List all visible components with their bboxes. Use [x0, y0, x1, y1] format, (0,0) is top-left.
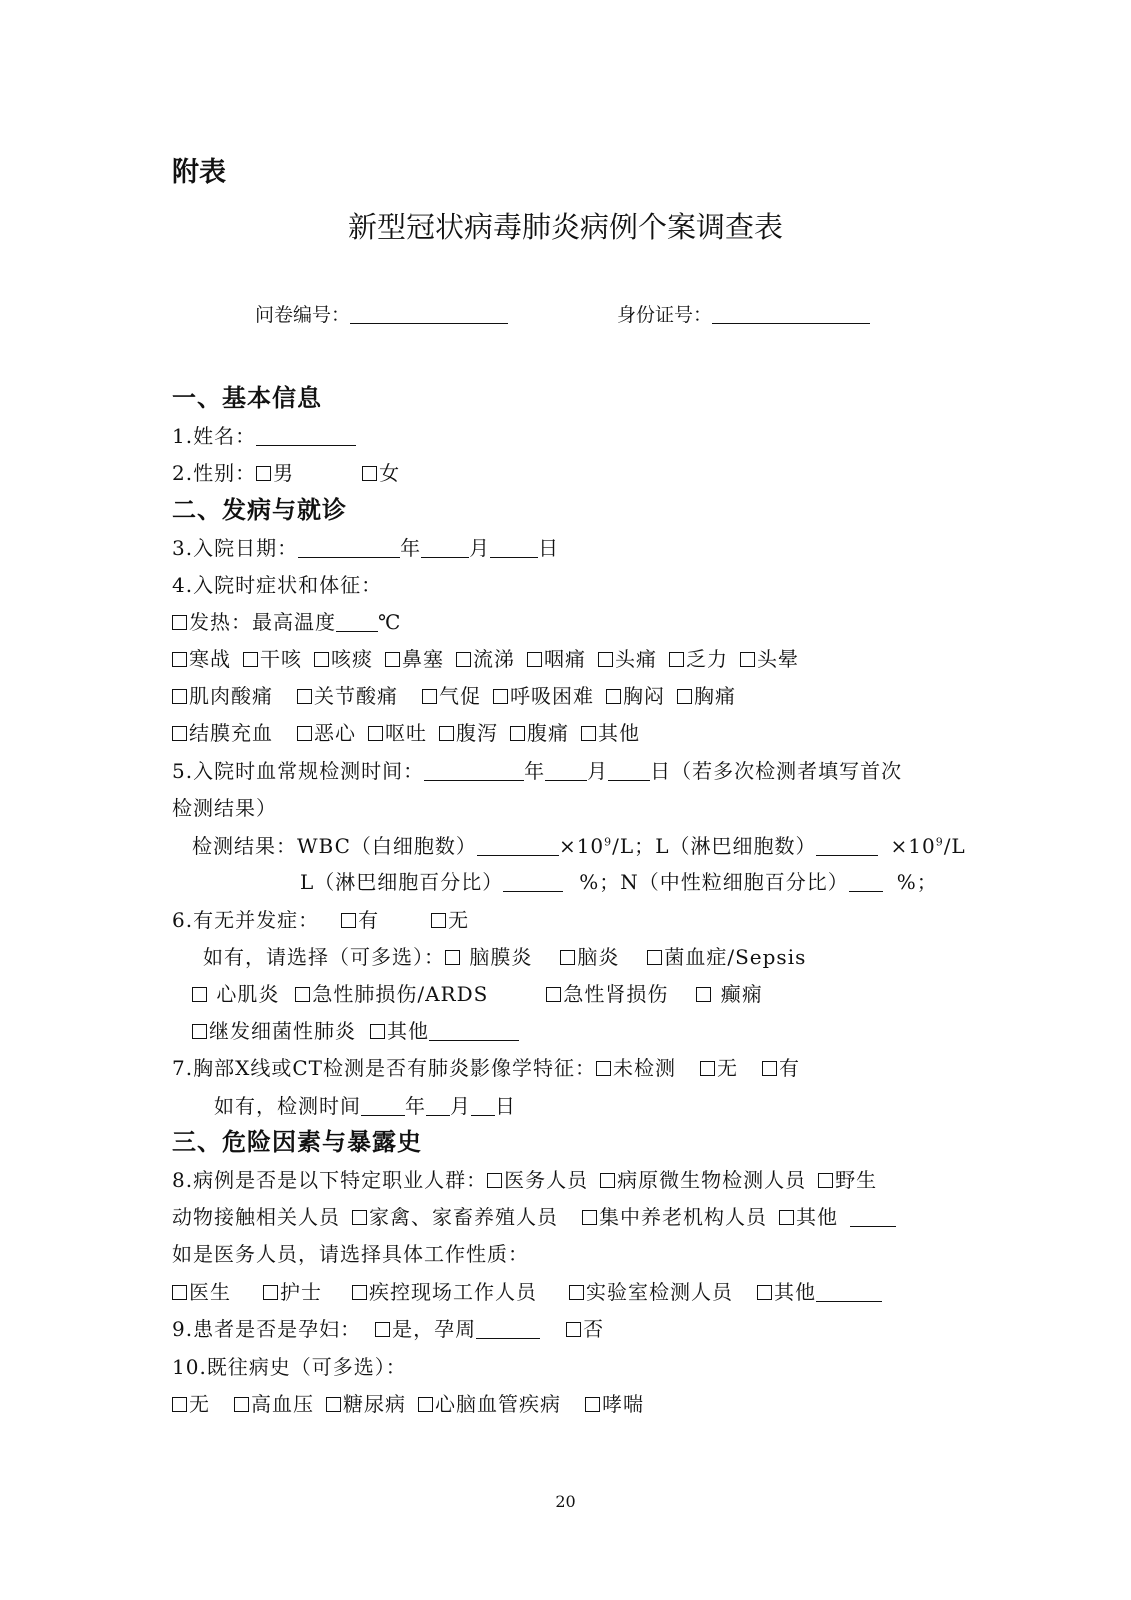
q6-complications [172, 904, 469, 933]
occupation-label: 家禽、家畜养殖人员 [369, 1205, 558, 1229]
medical-role-label: 疾控现场工作人员 [369, 1280, 537, 1304]
history-option [326, 1388, 406, 1417]
occupation-label: 病原微生物检测人员 [617, 1168, 807, 1192]
symptom-checkbox[interactable] [172, 726, 187, 741]
q1-name [172, 420, 356, 449]
symptom-checkbox[interactable] [368, 726, 383, 741]
symptom-checkbox[interactable] [598, 652, 613, 667]
symptom-checkbox[interactable] [385, 652, 400, 667]
occupation-checkbox[interactable] [600, 1173, 615, 1188]
symptom-checkbox[interactable] [510, 726, 525, 741]
symptom-option [368, 717, 427, 746]
lymph-pct-label: L（淋巴细胞百分比） [300, 870, 504, 894]
symptom-label: 胸痛 [694, 684, 736, 708]
imaging-month-field[interactable] [426, 1095, 450, 1116]
q5-note-cont: 检测结果） [172, 796, 277, 820]
complication-yes-checkbox[interactable] [341, 913, 356, 928]
symptom-checkbox[interactable] [422, 689, 437, 704]
medical-role-label: 医生 [189, 1280, 231, 1304]
symptom-checkbox[interactable] [243, 652, 258, 667]
q6-ifyes-label: 如有，请选择（可多选）： [203, 945, 445, 969]
history-option [172, 1388, 210, 1417]
symptom-option [740, 643, 799, 672]
symptom-label: 乏力 [686, 647, 728, 671]
medical-role-label: 实验室检测人员 [586, 1280, 733, 1304]
lymph-pct-field[interactable] [503, 871, 563, 892]
test-day-field[interactable] [608, 760, 650, 781]
pregnant-no-checkbox[interactable] [566, 1322, 581, 1337]
exponent: 9 [604, 835, 613, 849]
admission-year-field[interactable] [298, 537, 400, 558]
symptom-checkbox[interactable] [740, 652, 755, 667]
year-label: 年 [405, 1094, 426, 1118]
medical-role-option [352, 1276, 537, 1305]
history-option [585, 1388, 644, 1417]
occupation-checkbox[interactable] [779, 1210, 794, 1225]
history-checkbox[interactable] [418, 1397, 433, 1412]
lymph-count-label: L（淋巴细胞数） [655, 834, 817, 858]
percent-label: %； [896, 870, 938, 894]
admission-month-field[interactable] [421, 537, 469, 558]
female-checkbox[interactable] [362, 466, 377, 481]
symptom-label: 咳痰 [331, 647, 373, 671]
female-label: 女 [379, 461, 401, 485]
day-label: 日 [538, 536, 560, 560]
q8-occupation-row2 [172, 1201, 896, 1230]
symptom-checkbox[interactable] [456, 652, 471, 667]
medical-role-checkbox[interactable] [757, 1285, 772, 1300]
id-no-label: 身份证号： [617, 304, 713, 326]
month-label: 月 [450, 1094, 471, 1118]
imaging-year-field[interactable] [361, 1095, 405, 1116]
q3-label: 3.入院日期： [172, 536, 299, 560]
other-medical-role-field[interactable] [816, 1281, 882, 1302]
symptom-option [422, 680, 481, 709]
q8-occupation-row1 [172, 1164, 877, 1193]
q6-label: 6.有无并发症： [172, 908, 320, 932]
q10-history-label: 10.既往病史（可多选）： [172, 1355, 407, 1379]
symptom-option [172, 717, 273, 746]
imaging-checkbox[interactable] [596, 1061, 611, 1076]
q7-ifyes-label: 如有，检测时间 [214, 1094, 361, 1118]
q10-history-options [172, 1388, 656, 1417]
complication-label: 菌血症/Sepsis [664, 945, 807, 969]
complication-checkbox[interactable] [696, 987, 711, 1002]
symptom-label: 关节酸痛 [314, 684, 398, 708]
symptom-label: 肌肉酸痛 [189, 684, 273, 708]
no-label: 无 [448, 908, 470, 932]
q4-symptoms-row2 [172, 680, 748, 709]
q1-label: 1.姓名： [172, 424, 257, 448]
symptom-label: 恶心 [314, 721, 356, 745]
gestational-week-field[interactable] [476, 1318, 540, 1339]
complication-label: 脑炎 [577, 945, 620, 969]
occupation-label: 野生 [835, 1168, 878, 1192]
symptom-label: 结膜充血 [189, 721, 273, 745]
q4-symptoms-label: 4.入院时症状和体征： [172, 573, 383, 597]
medical-role-option [569, 1276, 733, 1305]
history-checkbox[interactable] [234, 1397, 249, 1412]
month-label: 月 [587, 759, 609, 783]
q5-blood-test-time [172, 755, 902, 784]
symptom-label: 鼻塞 [402, 647, 444, 671]
neutrophil-pct-field[interactable] [849, 871, 883, 892]
imaging-option-label: 无 [716, 1056, 738, 1080]
other-complication-field[interactable] [429, 1020, 519, 1041]
q2-gender [172, 457, 400, 486]
q9-pregnancy [172, 1313, 604, 1342]
complication-checkbox[interactable] [192, 1024, 207, 1039]
history-label: 心脑血管疾病 [435, 1392, 561, 1416]
month-label: 月 [469, 536, 491, 560]
symptom-option [172, 680, 273, 709]
occupation-checkbox[interactable] [487, 1173, 502, 1188]
complication-label: 急性肺损伤/ARDS [312, 982, 489, 1006]
imaging-checkbox[interactable] [700, 1061, 715, 1076]
exponent: 9 [935, 835, 944, 849]
complication-checkbox[interactable] [445, 950, 460, 965]
symptom-label: 呕吐 [385, 721, 427, 745]
symptom-option [385, 643, 444, 672]
symptom-checkbox[interactable] [172, 689, 187, 704]
complication-label: 继发细菌性肺炎 [209, 1019, 356, 1043]
complication-checkbox[interactable] [560, 950, 575, 965]
occupation-option [582, 1201, 767, 1230]
history-label: 无 [189, 1392, 210, 1416]
symptom-option [297, 680, 398, 709]
medical-role-checkbox[interactable] [569, 1285, 584, 1300]
q4-symptoms-row3 [172, 717, 652, 746]
occupation-option [352, 1201, 558, 1230]
occupation-checkbox[interactable] [582, 1210, 597, 1225]
complication-checkbox[interactable] [370, 1024, 385, 1039]
max-temp-field[interactable] [336, 611, 378, 632]
neutrophil-pct-label: N（中性粒细胞百分比） [620, 870, 849, 894]
complication-label: 其他 [387, 1019, 429, 1043]
male-label: 男 [273, 461, 295, 485]
imaging-day-field[interactable] [471, 1095, 495, 1116]
q2-label: 2.性别： [172, 461, 257, 485]
percent-label: %； [579, 870, 621, 894]
day-label: 日 [495, 1094, 516, 1118]
symptom-label: 头晕 [757, 647, 799, 671]
other-occupation-field[interactable] [850, 1206, 896, 1227]
symptom-checkbox[interactable] [527, 652, 542, 667]
pregnant-yes-label: 是，孕周 [392, 1317, 477, 1341]
q4-symptoms-row1 [172, 643, 811, 672]
unit-per-liter: /L [943, 834, 966, 858]
q7-imaging-date [214, 1090, 516, 1119]
occupation-label: 医务人员 [504, 1168, 589, 1192]
medical-role-checkbox[interactable] [172, 1285, 187, 1300]
male-checkbox[interactable] [256, 466, 271, 481]
q5-results-line1 [192, 830, 966, 859]
history-option [418, 1388, 561, 1417]
symptom-option [297, 717, 356, 746]
symptom-label: 腹痛 [527, 721, 569, 745]
symptom-checkbox[interactable] [606, 689, 621, 704]
page-number: 20 [555, 1492, 576, 1511]
occupation-label: 集中养老机构人员 [599, 1205, 767, 1229]
times-ten: ×10 [890, 834, 936, 858]
q3-admission-date [172, 532, 559, 561]
section-onset-visit: 二、发病与就诊 [172, 496, 347, 524]
questionnaire-no-field[interactable] [350, 304, 508, 324]
q8-medical-subq: 如是医务人员，请选择具体工作性质： [172, 1242, 529, 1266]
medical-role-label: 护士 [280, 1280, 322, 1304]
medical-role-checkbox[interactable] [263, 1285, 278, 1300]
test-year-field[interactable] [424, 760, 524, 781]
medical-role-option [263, 1276, 322, 1305]
occupation-checkbox[interactable] [818, 1173, 833, 1188]
q8-medical-row [172, 1276, 882, 1305]
symptom-label: 呼吸困难 [510, 684, 594, 708]
symptom-label: 头痛 [615, 647, 657, 671]
test-month-field[interactable] [545, 760, 587, 781]
symptom-label: 寒战 [189, 647, 231, 671]
unit-per-liter: /L； [612, 834, 656, 858]
medical-role-checkbox[interactable] [352, 1285, 367, 1300]
complication-label: 脑膜炎 [469, 945, 533, 969]
symptom-checkbox[interactable] [297, 689, 312, 704]
imaging-checkbox[interactable] [762, 1061, 777, 1076]
symptom-option [243, 643, 302, 672]
questionnaire-no-label: 问卷编号： [255, 304, 351, 326]
fever-checkbox[interactable] [172, 615, 187, 630]
symptom-checkbox[interactable] [297, 726, 312, 741]
symptom-option [598, 643, 657, 672]
symptom-checkbox[interactable] [314, 652, 329, 667]
wbc-field[interactable] [477, 835, 559, 856]
day-label: 日 [650, 759, 672, 783]
times-ten: ×10 [558, 834, 605, 858]
q5-note: （若多次检测者填写首次 [671, 759, 903, 783]
symptom-checkbox[interactable] [581, 726, 596, 741]
q6-options-row3 [192, 1015, 519, 1044]
symptom-checkbox[interactable] [677, 689, 692, 704]
symptom-checkbox[interactable] [493, 689, 508, 704]
complication-label: 癫痫 [720, 982, 763, 1006]
yes-label: 有 [358, 908, 380, 932]
occupation-label: 其他 [796, 1205, 838, 1229]
name-field[interactable] [256, 425, 356, 446]
q8-label: 8.病例是否是以下特定职业人群： [172, 1168, 488, 1192]
year-label: 年 [400, 536, 422, 560]
occupation-label: 动物接触相关人员 [172, 1205, 340, 1229]
history-checkbox[interactable] [326, 1397, 341, 1412]
history-checkbox[interactable] [172, 1397, 187, 1412]
symptom-option [677, 680, 736, 709]
appendix-label: 附表 [172, 157, 226, 188]
complication-checkbox[interactable] [647, 950, 662, 965]
q6-options-row1 [203, 941, 806, 970]
history-label: 高血压 [251, 1392, 314, 1416]
symptom-option [493, 680, 594, 709]
symptom-label: 干咳 [260, 647, 302, 671]
symptom-label: 气促 [439, 684, 481, 708]
history-label: 糖尿病 [343, 1392, 406, 1416]
q5-label: 5.入院时血常规检测时间： [172, 759, 425, 783]
fever-label: 发热：最高温度 [189, 610, 336, 634]
symptom-label: 咽痛 [544, 647, 586, 671]
complication-no-checkbox[interactable] [431, 913, 446, 928]
complication-checkbox[interactable] [546, 987, 561, 1002]
q9-label: 9.患者是否是孕妇： [172, 1317, 362, 1341]
history-label: 哮喘 [602, 1392, 644, 1416]
complication-label: 心肌炎 [216, 982, 280, 1006]
questionnaire-no [255, 300, 508, 327]
symptom-checkbox[interactable] [669, 652, 684, 667]
symptom-label: 腹泻 [456, 721, 498, 745]
symptom-label: 其他 [598, 721, 640, 745]
symptom-option [439, 717, 498, 746]
imaging-option-label: 有 [778, 1056, 800, 1080]
symptom-option [314, 643, 373, 672]
q7-imaging [172, 1052, 800, 1081]
id-no-field[interactable] [712, 304, 870, 324]
occupation-checkbox[interactable] [352, 1210, 367, 1225]
symptom-option [606, 680, 665, 709]
q7-label: 7.胸部X线或CT检测是否有肺炎影像学特征： [172, 1056, 596, 1080]
q5-results-line2 [300, 866, 938, 895]
admission-day-field[interactable] [490, 537, 538, 558]
complication-label: 急性肾损伤 [563, 982, 669, 1006]
section-risk-exposure: 三、危险因素与暴露史 [172, 1128, 422, 1156]
wbc-label: 检测结果：WBC（白细胞数） [192, 834, 477, 858]
pregnant-yes-checkbox[interactable] [375, 1322, 390, 1337]
complication-checkbox[interactable] [192, 987, 207, 1002]
symptom-option [172, 643, 231, 672]
section-basic-info: 一、基本信息 [172, 384, 322, 412]
imaging-option-label: 未检测 [612, 1056, 676, 1080]
occupation-option [487, 1164, 588, 1193]
celsius-unit: ℃ [378, 610, 402, 634]
history-checkbox[interactable] [585, 1397, 600, 1412]
history-option [234, 1388, 314, 1417]
symptom-checkbox[interactable] [439, 726, 454, 741]
pregnant-no-label: 否 [583, 1317, 605, 1341]
symptom-option [527, 643, 586, 672]
id-no [617, 300, 870, 327]
occupation-option [600, 1164, 806, 1193]
form-title: 新型冠状病毒肺炎病例个案调查表 [347, 210, 783, 244]
symptom-option [581, 717, 640, 746]
symptom-option [456, 643, 515, 672]
q6-options-row2 [192, 978, 763, 1007]
complication-checkbox[interactable] [295, 987, 310, 1002]
q4-fever [172, 606, 401, 635]
medical-role-option [172, 1276, 231, 1305]
year-label: 年 [524, 759, 546, 783]
lymph-count-field[interactable] [816, 835, 878, 856]
symptom-option [669, 643, 728, 672]
symptom-label: 胸闷 [623, 684, 665, 708]
symptom-checkbox[interactable] [172, 652, 187, 667]
symptom-label: 流涕 [473, 647, 515, 671]
symptom-option [510, 717, 569, 746]
medical-role-label: 其他 [774, 1280, 816, 1304]
